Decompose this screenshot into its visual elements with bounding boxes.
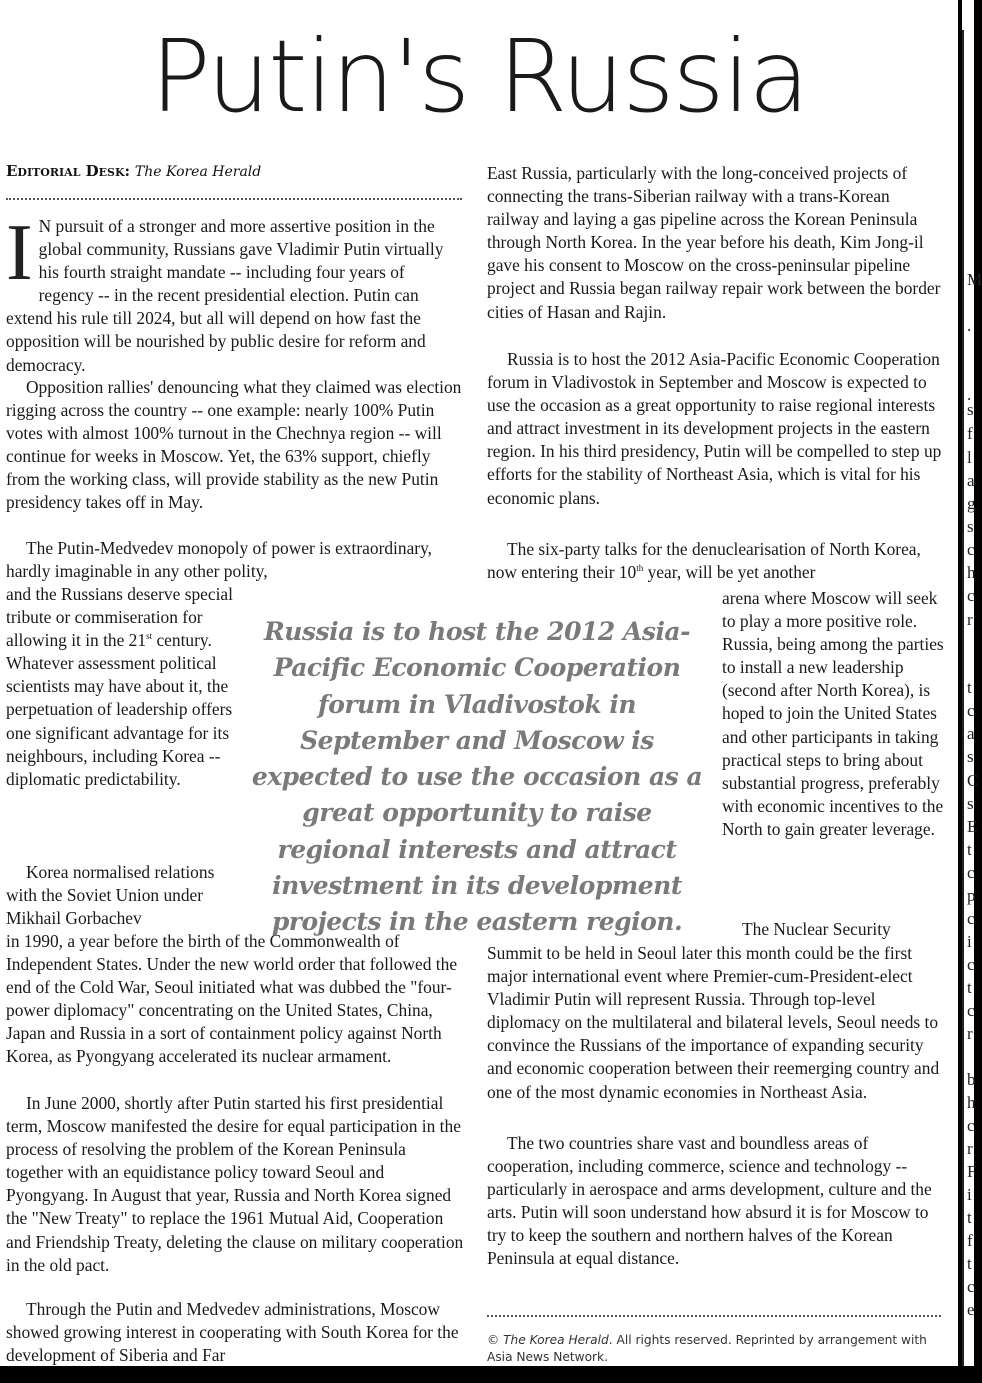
adjacent-letter: c: [967, 586, 975, 605]
left-para-1: I N pursuit of a stronger and more assertive position in the global community, Russians gave Vladimir Putin virtually his fourth straight mandate -- including four years of regency -- in the recent presidential election. Putin can extend his rule till 2024, but all will depend on how fast the opposition will be nourished by public desire for reform and democracy.: [6, 209, 444, 375]
adjacent-letter: M: [967, 270, 982, 289]
left-para-4-narrow: Korea normalised relations with the Soviet Union under Mikhail Gorbachev: [6, 862, 215, 929]
adjacent-letter: c: [967, 1116, 975, 1135]
headline: Putin's Russia: [150, 18, 808, 135]
adjacent-letter: E: [967, 817, 978, 836]
page-edge-rule: [962, 30, 964, 1366]
adjacent-letter: s: [967, 794, 974, 813]
adjacent-letter: f: [967, 424, 973, 443]
left-para-3-narrow: and the Russians deserve special tribute or commiseration for allowing it in the 21st century. Whatever assessment political scientists may have about it, the perpetuation of leadership offers one significant advantage for its neighbours, including Korea -- diplomatic predictability.: [6, 584, 233, 789]
adjacent-letter: t: [967, 1254, 972, 1273]
adjacent-letter: c: [967, 1277, 975, 1296]
right-para-3-wide: The six-party talks for the denuclearisation of North Korea, now entering their 10th year, will be yet another: [487, 539, 921, 583]
pull-quote: Russia is to host the 2012 Asia-Pacific Economic Cooperation forum in Vladivostok in September and Moscow is expected to use the occasion as a great opportunity to raise regional interests and attract investment in its development projects in the eastern region.: [251, 617, 703, 937]
copyright-notice: © The Korea Herald. All rights reserved. Reprinted by arrangement with Asia News Network.: [487, 1333, 927, 1364]
adjacent-letter: C: [967, 771, 979, 790]
byline-source: The Korea Herald: [134, 164, 262, 180]
left-para-3-top: The Putin-Medvedev monopoly of power is extraordinary, hardly imaginable in any other polity,: [6, 538, 433, 582]
right-para-5: The two countries share vast and boundless areas of cooperation, including commerce, science and technology -- particularly in aerospace and arms development, culture and the arts. Putin will soon understand how absurd it is for Moscow to try to keep the southern and northern halves of the Korean Peninsula at equal distance.: [487, 1133, 932, 1269]
adjacent-letter: l: [967, 448, 972, 467]
left-para-6: Through the Putin and Medvedev administrations, Moscow showed growing interest in cooperating with South Korea for the development of Siberia and Far: [6, 1299, 459, 1366]
adjacent-letter: i: [967, 932, 972, 951]
right-para-4-narrow: The Nuclear Security: [742, 919, 891, 939]
adjacent-letter: a: [967, 471, 975, 490]
left-para-4-wide: in 1990, a year before the birth of the Commonwealth of Independent States. Under the new world order that followed the end of the Cold War, Seoul initiated what was dubbed the "four-power diplomacy" concentrating on the United States, China, Japan and Russia in a sort of containment policy against North Korea, as Pyongyang accelerated its nuclear armament.: [6, 931, 458, 1067]
adjacent-letter: s: [967, 517, 974, 536]
adjacent-letter: c: [967, 863, 975, 882]
adjacent-letter: s: [967, 747, 974, 766]
adjacent-letter: s: [967, 400, 974, 419]
adjacent-letter: t: [967, 840, 972, 859]
adjacent-letter: t: [967, 1208, 972, 1227]
adjacent-letter: t: [967, 678, 972, 697]
copyright-divider: [487, 1315, 941, 1317]
adjacent-letter: h: [967, 1093, 976, 1112]
right-para-3-narrow: arena where Moscow will seek to play a more positive role. Russia, being among the parties to install a new leadership (second after North Korea), is hoped to join the United States and other participants in taking practical steps to bring about substantial progress, preferably with economic incentives to the North to gain greater leverage.: [722, 588, 944, 839]
drop-cap: I: [6, 209, 33, 297]
adjacent-letter: F: [967, 1162, 977, 1181]
adjacent-letter: c: [967, 955, 975, 974]
right-para-2: Russia is to host the 2012 Asia-Pacific Economic Cooperation forum in Vladivostok in September and Moscow is expected to use the occasion as a great opportunity to raise regional interests and attract investment in its development projects in the eastern region. In his third presidency, Putin will be compelled to step up efforts for the stability of Northeast Asia, which is vital for his economic plans.: [487, 349, 942, 508]
adjacent-letter: t: [967, 978, 972, 997]
adjacent-letter: c: [967, 909, 975, 928]
adjacent-letter: a: [967, 724, 975, 743]
adjacent-letter: g: [967, 494, 976, 513]
left-para-5: In June 2000, shortly after Putin started his first presidential term, Moscow manifested the desire for equal participation in the process of resolving the problem of the Korean Peninsula together with an equidistance policy toward Seoul and Pyongyang. In August that year, Russia and North Korea signed the "New Treaty" to replace the 1961 Mutual Aid, Cooperation and Friendship Treaty, deleting the clause on military cooperation in the old pact.: [6, 1093, 464, 1275]
adjacent-letter: i: [967, 1185, 972, 1204]
adjacent-letter: .: [967, 385, 972, 404]
right-para-4-wide: Summit to be held in Seoul later this month could be the first major international event where Premier-cum-President-elect Vladimir Putin will represent Russia. Through top-level diplomacy on the multilateral and bilateral levels, Seoul needs to convince the Russians of the importance of expanding security and economic cooperation between their reemerging country and one of the most dynamic economies in Northeast Asia.: [487, 943, 940, 1102]
right-para-1: East Russia, particularly with the long-conceived projects of connecting the trans-Siberian railway with a trans-Korean railway and laying a gas pipeline across the Korean Peninsula through North Korea. In the year before his death, Kim Jong-il gave his consent to Moscow on the cross-peninsular pipeline project and Russia began railway repair work between the border cities of Hasan and Rajin.: [487, 163, 941, 322]
adjacent-letter: f: [967, 1231, 973, 1250]
adjacent-letter: .: [967, 316, 972, 335]
adjacent-letter: r: [967, 1024, 973, 1043]
adjacent-letter: r: [967, 1139, 973, 1158]
byline-desk: Editorial Desk:: [6, 162, 131, 180]
adjacent-letter: b: [967, 1070, 976, 1089]
adjacent-letter: h: [967, 563, 976, 582]
adjacent-letter: e: [967, 1300, 975, 1319]
adjacent-page-edge: [962, 0, 982, 1366]
adjacent-letter: c: [967, 540, 975, 559]
adjacent-letter: p: [967, 886, 976, 905]
byline-divider: [6, 198, 462, 200]
adjacent-letter: r: [967, 610, 973, 629]
left-para-2: Opposition rallies' denouncing what they claimed was election rigging across the country -- one example: nearly 100% Putin votes with almost 100% turnout in the Chechnya region -- will continue for weeks in Moscow. Yet, the 63% support, chiefly from the working class, will provide stability as the new Putin presidency takes off in May.: [6, 377, 462, 513]
adjacent-letter: c: [967, 1001, 975, 1020]
byline: [6, 162, 261, 180]
adjacent-letter: c: [967, 701, 975, 720]
